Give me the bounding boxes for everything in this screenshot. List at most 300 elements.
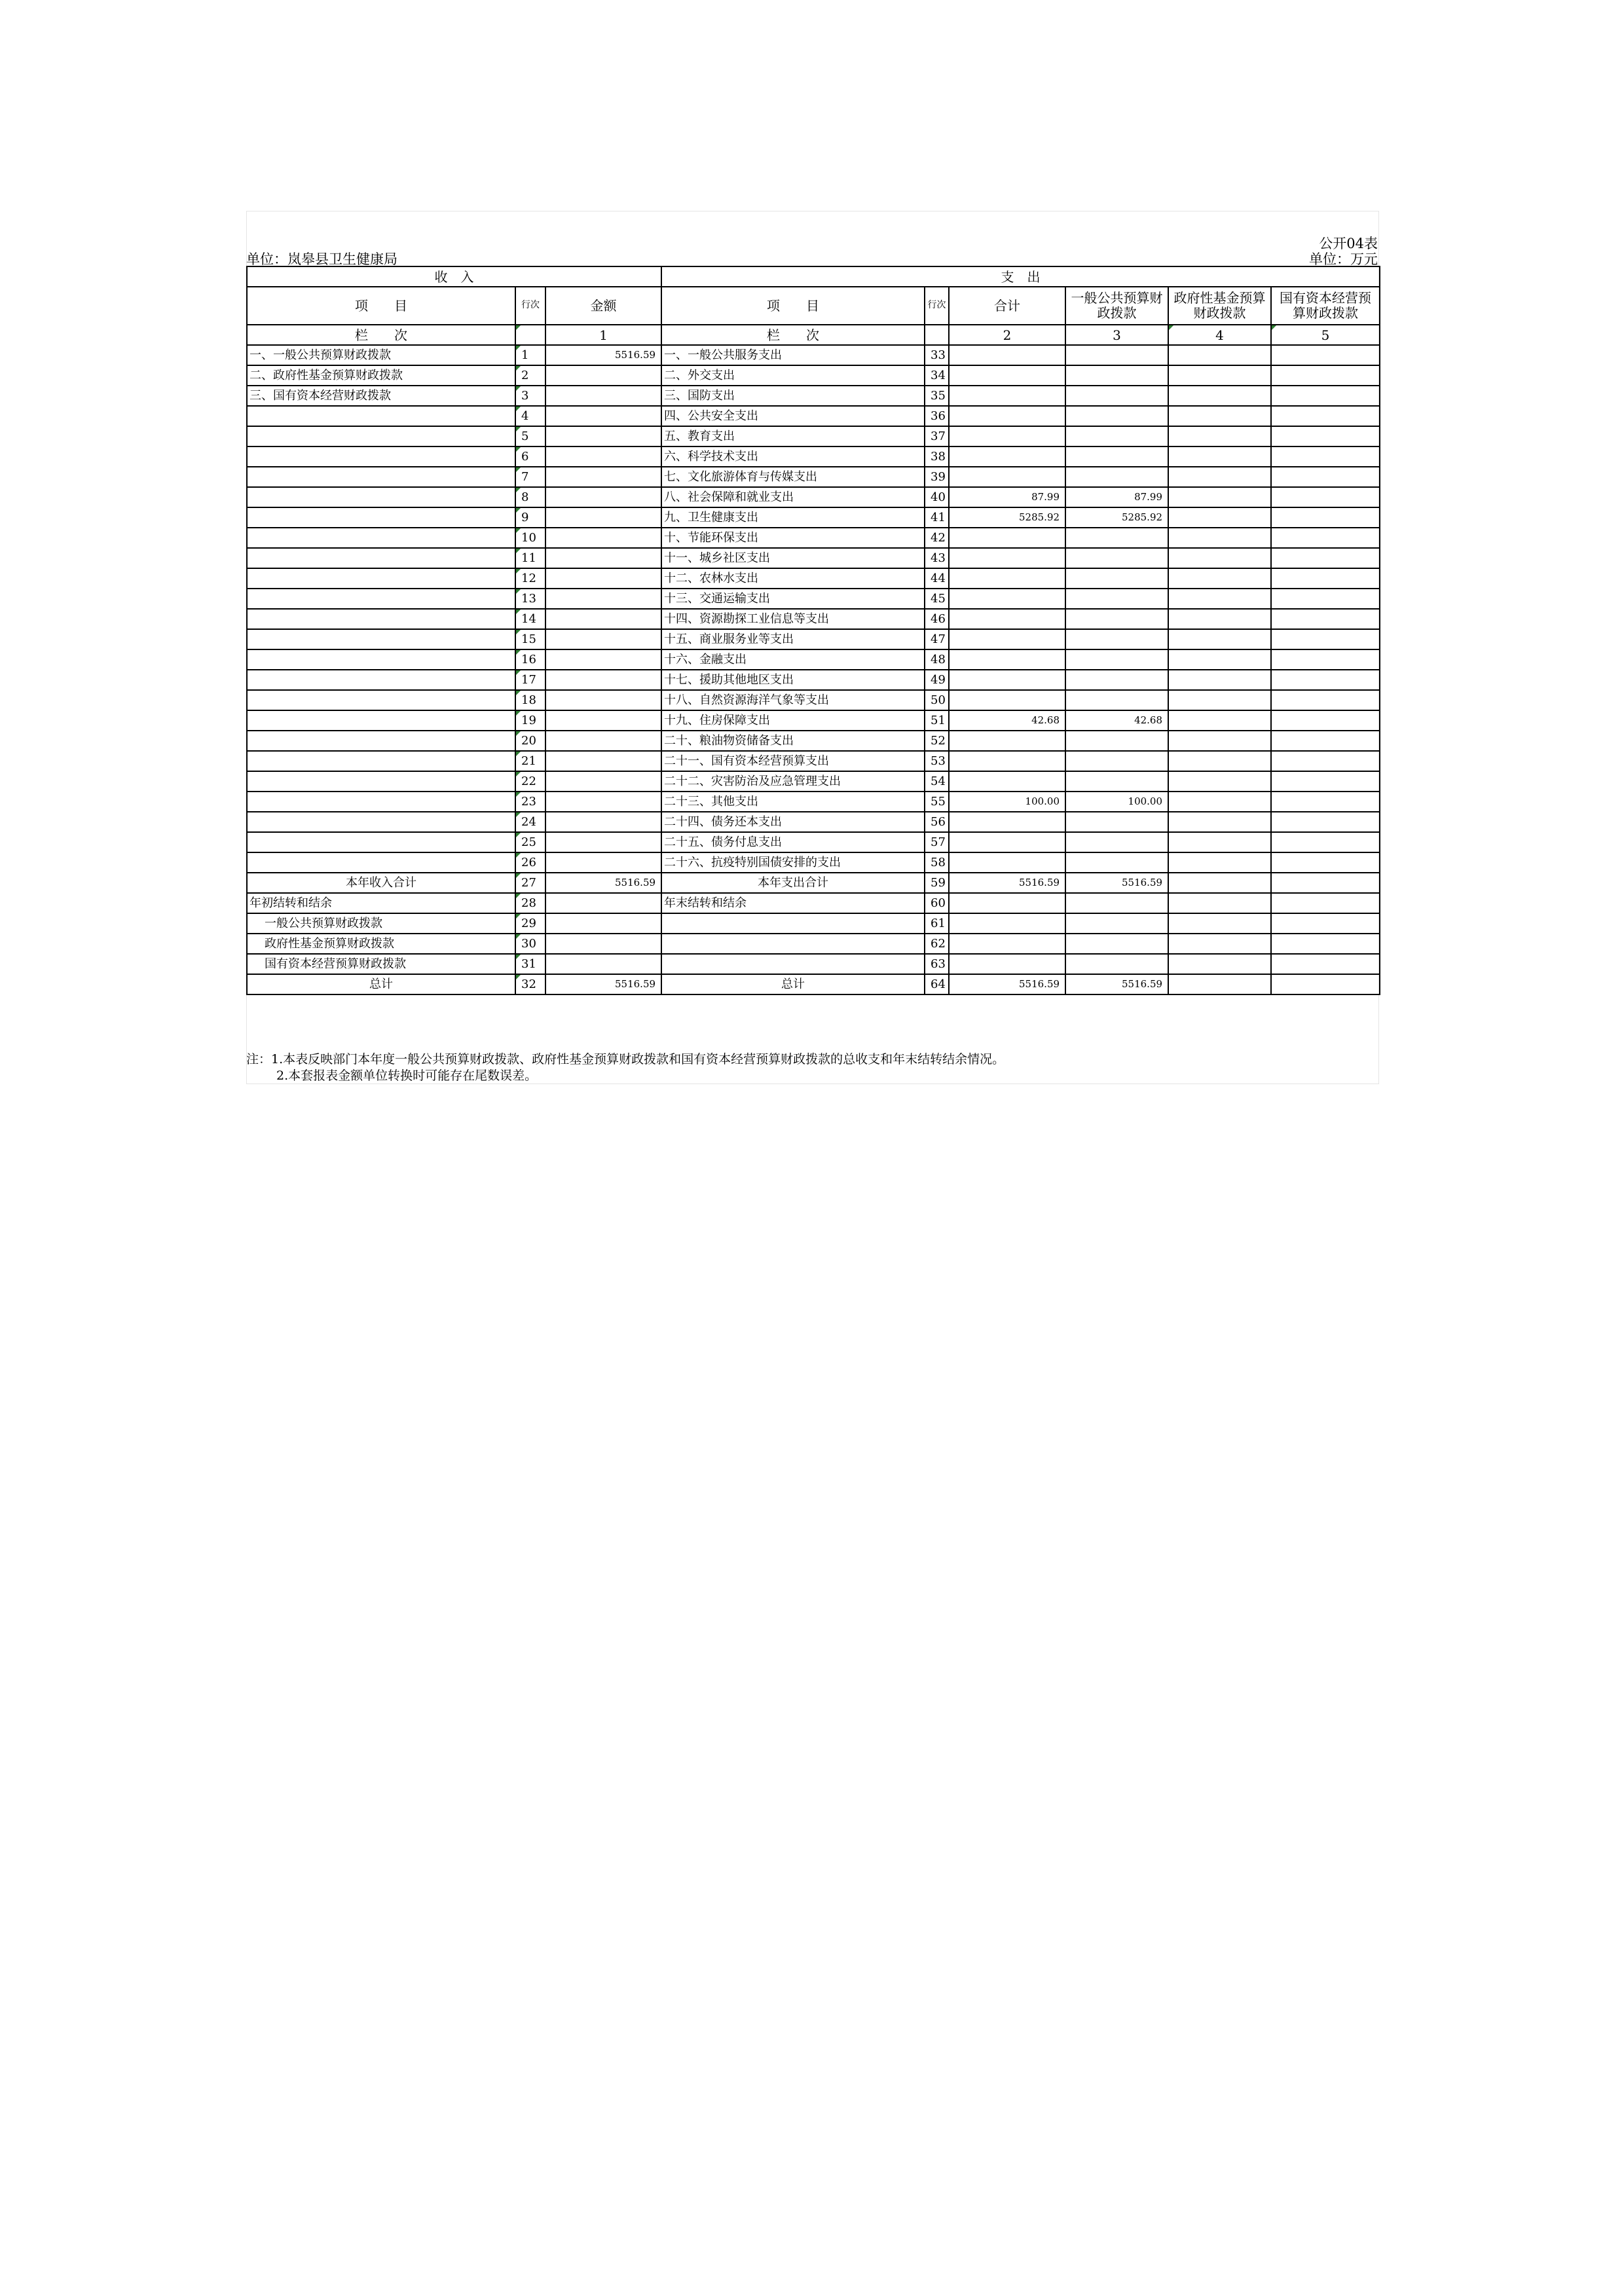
expense-line-number: 50 [925,690,949,710]
column-number-label: 栏 次 [661,325,925,345]
state-capital-value [1271,649,1380,670]
income-amount-header: 金额 [545,287,661,325]
general-budget-value: 5516.59 [1065,873,1168,893]
general-budget-value [1065,812,1168,832]
income-line-number: 4 [515,406,545,426]
expense-line-number: 47 [925,629,949,649]
income-item [247,609,515,629]
income-amount [545,548,661,568]
expense-total [949,609,1065,629]
income-line-number: 21 [515,751,545,771]
state-capital-value [1271,812,1380,832]
expense-total [949,528,1065,548]
income-amount [545,812,661,832]
table-row [247,751,1380,771]
income-line-number: 20 [515,731,545,751]
income-item [247,751,515,771]
income-amount [545,792,661,812]
income-amount [545,528,661,548]
fund-budget-value [1168,406,1271,426]
table-row [247,386,1380,406]
fund-budget-value [1168,507,1271,528]
state-capital-value [1271,548,1380,568]
income-item [247,731,515,751]
table-row [247,629,1380,649]
state-capital-value [1271,386,1380,406]
expense-line-number: 45 [925,589,949,609]
unit-organization: 单位：岚皋县卫生健康局 [246,251,397,267]
income-line-number: 15 [515,629,545,649]
table-row [247,852,1380,873]
expense-total [949,690,1065,710]
grand-total-row [247,974,1380,994]
table-row [247,426,1380,446]
general-budget-value [1065,731,1168,751]
table-row [247,406,1380,426]
state-capital-value [1271,751,1380,771]
income-item [247,812,515,832]
expense-total [949,832,1065,852]
expense-line-number: 39 [925,467,949,487]
income-item [247,406,515,426]
general-budget-value: 87.99 [1065,487,1168,507]
expense-line-number: 60 [925,893,949,913]
income-item [247,832,515,852]
state-capital-value [1271,467,1380,487]
expense-line-number: 49 [925,670,949,690]
column-number-row [247,325,1380,345]
expense-item: 八、社会保障和就业支出 [661,487,925,507]
income-amount [545,589,661,609]
state-capital-value [1271,629,1380,649]
expense-item: 二十二、灾害防治及应急管理支出 [661,771,925,792]
expense-total [949,954,1065,974]
footnote-2: 2.本套报表金额单位转换时可能存在尾数误差。 [276,1068,538,1083]
expense-total [949,913,1065,934]
general-budget-value [1065,629,1168,649]
income-item [247,568,515,589]
fund-budget-value [1168,386,1271,406]
state-capital-value [1271,670,1380,690]
expense-total [949,731,1065,751]
table-row [247,710,1380,731]
income-amount [545,670,661,690]
state-capital-value [1271,913,1380,934]
table-code: 公开04表 [1319,236,1378,251]
table-row [247,345,1380,365]
state-capital-value [1271,792,1380,812]
general-budget-value [1065,609,1168,629]
income-amount [545,710,661,731]
expense-item: 二十五、债务付息支出 [661,832,925,852]
fund-budget-value [1168,974,1271,994]
table-row [247,568,1380,589]
expense-item: 十六、金融支出 [661,649,925,670]
expense-total [949,812,1065,832]
general-budget-value [1065,426,1168,446]
fund-budget-value [1168,690,1271,710]
fund-budget-value [1168,873,1271,893]
expense-total [949,406,1065,426]
income-line-number: 27 [515,873,545,893]
expense-item: 十五、商业服务业等支出 [661,629,925,649]
expense-line-number: 36 [925,406,949,426]
income-item [247,528,515,548]
income-item [247,589,515,609]
table-row [247,365,1380,386]
expense-section-header: 支 出 [661,266,1380,287]
state-capital-value [1271,934,1380,954]
general-budget-value [1065,852,1168,873]
income-item [247,426,515,446]
expense-item: 十、节能环保支出 [661,528,925,548]
fund-budget-value [1168,365,1271,386]
state-capital-value [1271,507,1380,528]
expense-item: 二十、粮油物资储备支出 [661,731,925,751]
expense-item-header: 项 目 [661,287,925,325]
expense-total [949,446,1065,467]
income-item: 年初结转和结余 [247,893,515,913]
expense-line-number: 41 [925,507,949,528]
expense-item: 十一、城乡社区支出 [661,548,925,568]
table-row [247,670,1380,690]
income-line-number: 12 [515,568,545,589]
state-capital-value [1271,589,1380,609]
income-section-header: 收 入 [247,266,661,287]
expense-line-number: 54 [925,771,949,792]
income-line-number: 14 [515,609,545,629]
expense-item: 总计 [661,974,925,994]
expense-total: 42.68 [949,710,1065,731]
income-line-number: 8 [515,487,545,507]
income-item-header: 项 目 [247,287,515,325]
general-budget-value [1065,954,1168,974]
income-line-number: 5 [515,426,545,446]
table-row [247,446,1380,467]
expense-item: 五、教育支出 [661,426,925,446]
income-item [247,629,515,649]
income-amount [545,386,661,406]
expense-item [661,954,925,974]
general-budget-value [1065,934,1168,954]
fund-budget-value [1168,812,1271,832]
income-line-number: 24 [515,812,545,832]
fund-budget-value [1168,487,1271,507]
expense-total [949,893,1065,913]
column-number-2: 2 [949,325,1065,345]
state-capital-value [1271,487,1380,507]
income-line-number: 28 [515,893,545,913]
general-budget-header: 一般公共预算财政拨款 [1065,287,1168,325]
expense-total: 5516.59 [949,873,1065,893]
state-capital-value [1271,426,1380,446]
subtotal-row [247,873,1380,893]
expense-total: 5285.92 [949,507,1065,528]
income-line-number: 11 [515,548,545,568]
table-row [247,487,1380,507]
table-row [247,812,1380,832]
income-amount [545,406,661,426]
income-amount [545,568,661,589]
state-capital-value [1271,609,1380,629]
state-capital-value [1271,873,1380,893]
expense-line-number: 40 [925,487,949,507]
general-budget-value [1065,751,1168,771]
income-amount [545,731,661,751]
table-row [247,609,1380,629]
fund-budget-value [1168,792,1271,812]
expense-line-number: 38 [925,446,949,467]
fund-budget-value [1168,426,1271,446]
general-budget-value [1065,913,1168,934]
expense-item: 六、科学技术支出 [661,446,925,467]
expense-total [949,934,1065,954]
income-amount [545,629,661,649]
section-header-row [247,266,1380,287]
income-line-number: 32 [515,974,545,994]
general-budget-value [1065,528,1168,548]
expense-line-number: 61 [925,913,949,934]
income-line-number: 31 [515,954,545,974]
state-capital-value [1271,974,1380,994]
expense-total [949,589,1065,609]
table-row [247,832,1380,852]
table-row [247,528,1380,548]
income-amount [545,913,661,934]
general-budget-value [1065,568,1168,589]
expense-line-number: 63 [925,954,949,974]
expense-item [661,934,925,954]
expense-item: 年末结转和结余 [661,893,925,913]
column-number-label: 栏 次 [247,325,515,345]
expense-total-header: 合计 [949,287,1065,325]
income-line-number: 19 [515,710,545,731]
carry-row [247,893,1380,913]
income-line-number: 7 [515,467,545,487]
expense-line-number: 55 [925,792,949,812]
income-line-number: 22 [515,771,545,792]
expense-item: 十三、交通运输支出 [661,589,925,609]
footnotes [246,1051,1005,1084]
general-budget-value: 5285.92 [1065,507,1168,528]
expense-line-number: 62 [925,934,949,954]
expense-item: 十九、住房保障支出 [661,710,925,731]
general-budget-value [1065,406,1168,426]
general-budget-value [1065,832,1168,852]
income-line-number: 10 [515,528,545,548]
income-item [247,446,515,467]
expense-item: 七、文化旅游体育与传媒支出 [661,467,925,487]
expense-total [949,649,1065,670]
income-amount [545,690,661,710]
general-budget-value [1065,771,1168,792]
income-item [247,852,515,873]
fund-budget-value [1168,731,1271,751]
general-budget-value [1065,589,1168,609]
fund-budget-value [1168,629,1271,649]
income-amount [545,426,661,446]
income-line-number: 26 [515,852,545,873]
fund-budget-value [1168,751,1271,771]
column-number-5: 5 [1271,325,1380,345]
general-budget-value [1065,548,1168,568]
income-line-number: 23 [515,792,545,812]
income-item: 一般公共预算财政拨款 [247,913,515,934]
income-item [247,670,515,690]
income-line-number: 3 [515,386,545,406]
income-amount [545,507,661,528]
fund-budget-value [1168,893,1271,913]
income-amount [545,852,661,873]
fund-budget-value [1168,954,1271,974]
table-row [247,690,1380,710]
expense-total [949,629,1065,649]
income-item [247,507,515,528]
fund-budget-value [1168,446,1271,467]
expense-item: 二十四、债务还本支出 [661,812,925,832]
fund-budget-value [1168,649,1271,670]
income-item [247,487,515,507]
income-amount [545,365,661,386]
income-amount [545,609,661,629]
expense-line-number: 46 [925,609,949,629]
expense-total: 87.99 [949,487,1065,507]
state-capital-value [1271,893,1380,913]
expense-item: 十四、资源勘探工业信息等支出 [661,609,925,629]
column-header-row [247,287,1380,325]
expense-line-number: 44 [925,568,949,589]
income-line-number: 13 [515,589,545,609]
income-line-number: 25 [515,832,545,852]
fund-budget-value [1168,548,1271,568]
expense-total: 5516.59 [949,974,1065,994]
expense-line-number: 58 [925,852,949,873]
income-amount [545,467,661,487]
state-capital-value [1271,446,1380,467]
general-budget-value [1065,467,1168,487]
income-line-number: 1 [515,345,545,365]
expense-line-number: 43 [925,548,949,568]
expense-total [949,852,1065,873]
expense-total: 100.00 [949,792,1065,812]
fund-budget-value [1168,852,1271,873]
fund-budget-value [1168,568,1271,589]
general-budget-value [1065,365,1168,386]
expense-line-number: 57 [925,832,949,852]
expense-total [949,345,1065,365]
general-budget-value: 100.00 [1065,792,1168,812]
income-line-number: 6 [515,446,545,467]
income-amount: 5516.59 [545,345,661,365]
state-capital-value [1271,345,1380,365]
expense-item: 一、一般公共服务支出 [661,345,925,365]
expense-item: 二、外交支出 [661,365,925,386]
carry-row [247,954,1380,974]
expense-line-number: 56 [925,812,949,832]
expense-item: 十八、自然资源海洋气象等支出 [661,690,925,710]
state-capital-value [1271,832,1380,852]
expense-item: 二十一、国有资本经营预算支出 [661,751,925,771]
fund-budget-header: 政府性基金预算财政拨款 [1168,287,1271,325]
expense-total [949,386,1065,406]
column-number-blank [925,325,949,345]
carry-row [247,913,1380,934]
income-item [247,771,515,792]
state-capital-value [1271,852,1380,873]
expense-total [949,670,1065,690]
fund-budget-value [1168,670,1271,690]
column-number-3: 3 [1065,325,1168,345]
fund-budget-value [1168,589,1271,609]
expense-item: 三、国防支出 [661,386,925,406]
expense-line-number: 34 [925,365,949,386]
income-item [247,710,515,731]
income-amount: 5516.59 [545,873,661,893]
expense-line-number: 52 [925,731,949,751]
income-item: 政府性基金预算财政拨款 [247,934,515,954]
expense-total [949,548,1065,568]
income-line-number: 29 [515,913,545,934]
table-row [247,792,1380,812]
column-number-blank [515,325,545,345]
expense-item: 十二、农林水支出 [661,568,925,589]
income-line-number: 17 [515,670,545,690]
fund-budget-value [1168,832,1271,852]
fund-budget-value [1168,528,1271,548]
expense-line-number: 35 [925,386,949,406]
general-budget-value: 42.68 [1065,710,1168,731]
expense-line-number: 33 [925,345,949,365]
expense-line-header: 行次 [925,287,949,325]
state-capital-header: 国有资本经营预算财政拨款 [1271,287,1380,325]
expense-item: 本年支出合计 [661,873,925,893]
general-budget-value [1065,893,1168,913]
expense-total [949,365,1065,386]
income-item [247,548,515,568]
state-capital-value [1271,954,1380,974]
income-amount [545,832,661,852]
expense-line-number: 59 [925,873,949,893]
income-line-number: 2 [515,365,545,386]
expense-line-number: 42 [925,528,949,548]
income-amount [545,893,661,913]
income-item: 总计 [247,974,515,994]
expense-line-number: 37 [925,426,949,446]
table-row [247,589,1380,609]
table-row [247,548,1380,568]
state-capital-value [1271,690,1380,710]
income-amount [545,446,661,467]
income-line-header: 行次 [515,287,545,325]
income-amount [545,487,661,507]
income-item [247,649,515,670]
fund-budget-value [1168,913,1271,934]
column-number-4: 4 [1168,325,1271,345]
fund-budget-value [1168,710,1271,731]
general-budget-value [1065,345,1168,365]
fund-budget-value [1168,609,1271,629]
expense-item [661,913,925,934]
report-title [246,215,1379,241]
income-line-number: 18 [515,690,545,710]
expense-total [949,771,1065,792]
expense-item: 九、卫生健康支出 [661,507,925,528]
state-capital-value [1271,710,1380,731]
income-amount [545,771,661,792]
income-item: 国有资本经营预算财政拨款 [247,954,515,974]
general-budget-value: 5516.59 [1065,974,1168,994]
general-budget-value [1065,446,1168,467]
